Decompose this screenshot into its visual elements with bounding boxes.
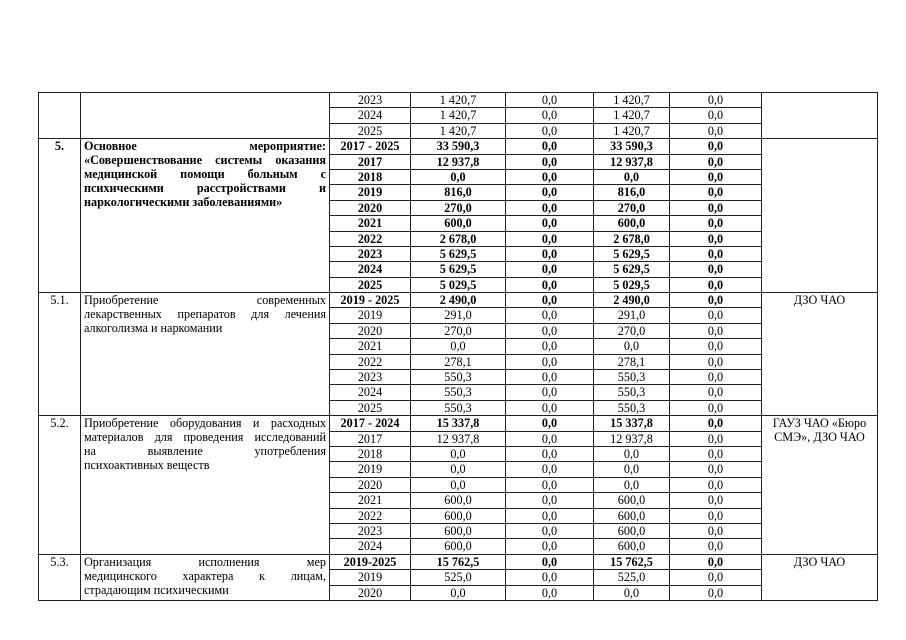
regional-value-cell: 0,0 [594, 477, 670, 492]
total-value-cell: 5 629,5 [411, 262, 506, 277]
federal-value-cell: 0,0 [506, 570, 594, 585]
other-value-cell: 0,0 [670, 185, 762, 200]
year-cell: 2017 [330, 431, 411, 446]
other-value-cell: 0,0 [670, 554, 762, 569]
federal-value-cell: 0,0 [506, 139, 594, 154]
total-value-cell: 2 490,0 [411, 293, 506, 308]
total-value-cell: 600,0 [411, 539, 506, 554]
year-cell: 2018 [330, 169, 411, 184]
total-value-cell: 0,0 [411, 446, 506, 461]
regional-value-cell: 291,0 [594, 308, 670, 323]
total-value-cell: 15 762,5 [411, 554, 506, 569]
description-line: на выявление употребления [84, 444, 326, 459]
year-cell: 2019 - 2025 [330, 293, 411, 308]
regional-value-cell: 600,0 [594, 523, 670, 538]
federal-value-cell: 0,0 [506, 416, 594, 431]
other-value-cell: 0,0 [670, 400, 762, 415]
federal-value-cell: 0,0 [506, 400, 594, 415]
item-number-cell: 5.3. [39, 554, 81, 600]
total-value-cell: 1 420,7 [411, 123, 506, 138]
year-cell: 2022 [330, 231, 411, 246]
year-cell: 2024 [330, 539, 411, 554]
federal-value-cell: 0,0 [506, 123, 594, 138]
total-value-cell: 600,0 [411, 523, 506, 538]
year-cell: 2025 [330, 277, 411, 292]
federal-value-cell: 0,0 [506, 216, 594, 231]
other-value-cell: 0,0 [670, 108, 762, 123]
total-value-cell: 550,3 [411, 370, 506, 385]
regional-value-cell: 0,0 [594, 585, 670, 600]
total-value-cell: 291,0 [411, 308, 506, 323]
other-value-cell: 0,0 [670, 477, 762, 492]
other-value-cell: 0,0 [670, 262, 762, 277]
total-value-cell: 2 678,0 [411, 231, 506, 246]
total-value-cell: 600,0 [411, 493, 506, 508]
description-line: наркологическими заболеваниями» [84, 195, 283, 210]
regional-value-cell: 5 629,5 [594, 262, 670, 277]
executor-cell [762, 93, 878, 139]
description-line: страдающим психическими [84, 582, 229, 597]
regional-value-cell: 550,3 [594, 385, 670, 400]
year-cell: 2019 [330, 308, 411, 323]
item-description-cell [81, 93, 330, 139]
regional-value-cell: 1 420,7 [594, 123, 670, 138]
total-value-cell: 0,0 [411, 477, 506, 492]
total-value-cell: 12 937,8 [411, 431, 506, 446]
regional-value-cell: 600,0 [594, 493, 670, 508]
total-value-cell: 550,3 [411, 400, 506, 415]
total-value-cell: 525,0 [411, 570, 506, 585]
budget-table [38, 92, 878, 601]
year-cell: 2023 [330, 523, 411, 538]
federal-value-cell: 0,0 [506, 108, 594, 123]
federal-value-cell: 0,0 [506, 277, 594, 292]
federal-value-cell: 0,0 [506, 323, 594, 338]
item-description-cell [81, 139, 330, 293]
total-value-cell: 1 420,7 [411, 93, 506, 108]
item-description-cell [81, 416, 330, 555]
regional-value-cell: 5 629,5 [594, 246, 670, 261]
regional-value-cell: 12 937,8 [594, 154, 670, 169]
federal-value-cell: 0,0 [506, 200, 594, 215]
other-value-cell: 0,0 [670, 493, 762, 508]
regional-value-cell: 1 420,7 [594, 108, 670, 123]
year-cell: 2024 [330, 385, 411, 400]
regional-value-cell: 600,0 [594, 216, 670, 231]
regional-value-cell: 270,0 [594, 200, 670, 215]
other-value-cell: 0,0 [670, 246, 762, 261]
other-value-cell: 0,0 [670, 539, 762, 554]
regional-value-cell: 278,1 [594, 354, 670, 369]
other-value-cell: 0,0 [670, 277, 762, 292]
table-row [39, 293, 878, 308]
regional-value-cell: 0,0 [594, 446, 670, 461]
year-cell: 2021 [330, 493, 411, 508]
regional-value-cell: 550,3 [594, 370, 670, 385]
regional-value-cell: 550,3 [594, 400, 670, 415]
other-value-cell: 0,0 [670, 585, 762, 600]
other-value-cell: 0,0 [670, 354, 762, 369]
other-value-cell: 0,0 [670, 123, 762, 138]
other-value-cell: 0,0 [670, 446, 762, 461]
description-line: психоактивных веществ [84, 458, 210, 473]
total-value-cell: 0,0 [411, 169, 506, 184]
year-cell: 2025 [330, 123, 411, 138]
federal-value-cell: 0,0 [506, 539, 594, 554]
year-cell: 2020 [330, 323, 411, 338]
table-row [39, 416, 878, 431]
federal-value-cell: 0,0 [506, 169, 594, 184]
regional-value-cell: 1 420,7 [594, 93, 670, 108]
regional-value-cell: 600,0 [594, 508, 670, 523]
other-value-cell: 0,0 [670, 154, 762, 169]
other-value-cell: 0,0 [670, 93, 762, 108]
total-value-cell: 550,3 [411, 385, 506, 400]
executor-cell [762, 139, 878, 293]
other-value-cell: 0,0 [670, 416, 762, 431]
federal-value-cell: 0,0 [506, 477, 594, 492]
year-cell: 2017 - 2025 [330, 139, 411, 154]
table-row [39, 554, 878, 569]
regional-value-cell: 600,0 [594, 539, 670, 554]
item-number-cell: 5.2. [39, 416, 81, 555]
description-line: алкоголизма и наркомании [84, 321, 223, 336]
year-cell: 2022 [330, 354, 411, 369]
executor-cell: ДЗО ЧАО [762, 554, 878, 600]
other-value-cell: 0,0 [670, 200, 762, 215]
year-cell: 2019 [330, 570, 411, 585]
description-line: лекарственных препаратов для лечения [84, 307, 326, 322]
federal-value-cell: 0,0 [506, 446, 594, 461]
description-line: Приобретение оборудования и расходных [84, 416, 326, 431]
year-cell: 2023 [330, 370, 411, 385]
total-value-cell: 0,0 [411, 462, 506, 477]
federal-value-cell: 0,0 [506, 339, 594, 354]
description-line: медицинской помощи больным с [84, 167, 326, 182]
regional-value-cell: 15 337,8 [594, 416, 670, 431]
total-value-cell: 816,0 [411, 185, 506, 200]
item-number-cell: 5. [39, 139, 81, 293]
federal-value-cell: 0,0 [506, 523, 594, 538]
federal-value-cell: 0,0 [506, 185, 594, 200]
federal-value-cell: 0,0 [506, 154, 594, 169]
year-cell: 2022 [330, 508, 411, 523]
year-cell: 2019-2025 [330, 554, 411, 569]
year-cell: 2021 [330, 339, 411, 354]
regional-value-cell: 5 029,5 [594, 277, 670, 292]
federal-value-cell: 0,0 [506, 231, 594, 246]
year-cell: 2019 [330, 185, 411, 200]
description-line: Основное мероприятие: [84, 139, 326, 154]
federal-value-cell: 0,0 [506, 262, 594, 277]
federal-value-cell: 0,0 [506, 293, 594, 308]
other-value-cell: 0,0 [670, 293, 762, 308]
other-value-cell: 0,0 [670, 216, 762, 231]
other-value-cell: 0,0 [670, 431, 762, 446]
table-row [39, 93, 878, 108]
other-value-cell: 0,0 [670, 308, 762, 323]
description-line: «Совершенствование системы оказания [84, 153, 326, 168]
regional-value-cell: 2 490,0 [594, 293, 670, 308]
year-cell: 2024 [330, 262, 411, 277]
federal-value-cell: 0,0 [506, 93, 594, 108]
federal-value-cell: 0,0 [506, 554, 594, 569]
regional-value-cell: 12 937,8 [594, 431, 670, 446]
other-value-cell: 0,0 [670, 339, 762, 354]
item-number-cell [39, 93, 81, 139]
regional-value-cell: 0,0 [594, 169, 670, 184]
regional-value-cell: 816,0 [594, 185, 670, 200]
regional-value-cell: 2 678,0 [594, 231, 670, 246]
year-cell: 2020 [330, 200, 411, 215]
federal-value-cell: 0,0 [506, 354, 594, 369]
other-value-cell: 0,0 [670, 139, 762, 154]
total-value-cell: 600,0 [411, 216, 506, 231]
description-line: материалов для проведения исследований [84, 430, 326, 445]
other-value-cell: 0,0 [670, 169, 762, 184]
federal-value-cell: 0,0 [506, 508, 594, 523]
other-value-cell: 0,0 [670, 523, 762, 538]
item-description-cell [81, 293, 330, 416]
regional-value-cell: 0,0 [594, 339, 670, 354]
federal-value-cell: 0,0 [506, 493, 594, 508]
total-value-cell: 278,1 [411, 354, 506, 369]
year-cell: 2018 [330, 446, 411, 461]
regional-value-cell: 525,0 [594, 570, 670, 585]
description-line: Приобретение современных [84, 293, 326, 308]
item-number-cell: 5.1. [39, 293, 81, 416]
total-value-cell: 5 629,5 [411, 246, 506, 261]
year-cell: 2017 - 2024 [330, 416, 411, 431]
total-value-cell: 270,0 [411, 323, 506, 338]
total-value-cell: 0,0 [411, 585, 506, 600]
total-value-cell: 5 029,5 [411, 277, 506, 292]
total-value-cell: 270,0 [411, 200, 506, 215]
year-cell: 2021 [330, 216, 411, 231]
other-value-cell: 0,0 [670, 508, 762, 523]
item-description-cell [81, 554, 330, 600]
year-cell: 2017 [330, 154, 411, 169]
year-cell: 2025 [330, 400, 411, 415]
total-value-cell: 0,0 [411, 339, 506, 354]
regional-value-cell: 270,0 [594, 323, 670, 338]
table-row [39, 139, 878, 154]
regional-value-cell: 15 762,5 [594, 554, 670, 569]
total-value-cell: 12 937,8 [411, 154, 506, 169]
year-cell: 2023 [330, 93, 411, 108]
federal-value-cell: 0,0 [506, 308, 594, 323]
federal-value-cell: 0,0 [506, 246, 594, 261]
other-value-cell: 0,0 [670, 462, 762, 477]
executor-cell: ДЗО ЧАО [762, 293, 878, 416]
executor-cell: ГАУЗ ЧАО «Бюро СМЭ», ДЗО ЧАО [762, 416, 878, 555]
federal-value-cell: 0,0 [506, 462, 594, 477]
other-value-cell: 0,0 [670, 385, 762, 400]
federal-value-cell: 0,0 [506, 370, 594, 385]
other-value-cell: 0,0 [670, 570, 762, 585]
other-value-cell: 0,0 [670, 231, 762, 246]
year-cell: 2019 [330, 462, 411, 477]
total-value-cell: 33 590,3 [411, 139, 506, 154]
year-cell: 2020 [330, 585, 411, 600]
description-line: медицинского характера к лицам, [84, 568, 326, 583]
year-cell: 2024 [330, 108, 411, 123]
regional-value-cell: 0,0 [594, 462, 670, 477]
federal-value-cell: 0,0 [506, 385, 594, 400]
total-value-cell: 15 337,8 [411, 416, 506, 431]
description-line: психическими расстройствами и [84, 181, 326, 196]
regional-value-cell: 33 590,3 [594, 139, 670, 154]
federal-value-cell: 0,0 [506, 585, 594, 600]
year-cell: 2020 [330, 477, 411, 492]
other-value-cell: 0,0 [670, 370, 762, 385]
description-line: Организация исполнения мер [84, 554, 326, 569]
total-value-cell: 600,0 [411, 508, 506, 523]
year-cell: 2023 [330, 246, 411, 261]
other-value-cell: 0,0 [670, 323, 762, 338]
total-value-cell: 1 420,7 [411, 108, 506, 123]
federal-value-cell: 0,0 [506, 431, 594, 446]
budget-table-body [39, 93, 878, 601]
